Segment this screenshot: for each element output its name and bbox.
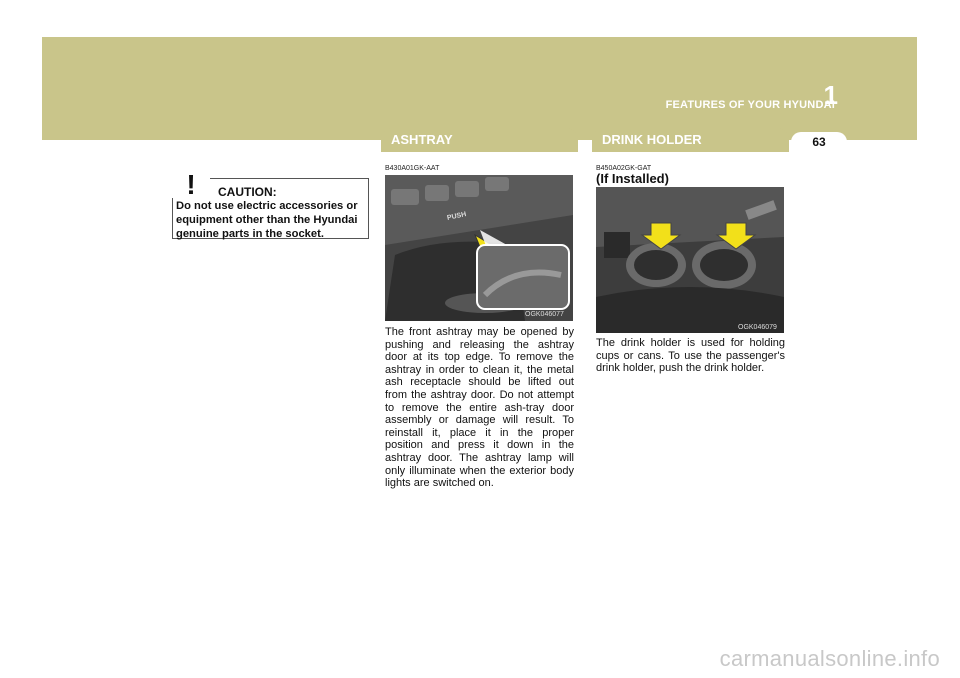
push-label: PUSH xyxy=(446,211,467,222)
section-label: FEATURES OF YOUR HYUNDAI xyxy=(665,99,835,111)
watermark: carmanualsonline.info xyxy=(719,646,940,671)
warning-icon xyxy=(172,168,210,198)
header-banner xyxy=(42,37,917,140)
drink-holder-subtitle: (If Installed) xyxy=(596,171,669,186)
tab-ashtray: ASHTRAY xyxy=(381,128,578,152)
ashtray-body-text: The front ashtray may be opened by pushing and releasing the ashtray door at its top edge. To remove the ashtray in order to clean it, the metal ash receptacle should be lifted out from the ashtray door. Do not attempt to remove the entire ash-tray door assembly or damage will result. To reinstall it, place it in the proper position and press it down in the ashtray door. The ashtray lamp will only illuminate when the exterior body lights are switched on. xyxy=(385,326,574,490)
tab-drink-holder: DRINK HOLDER xyxy=(592,128,789,152)
ashtray-code: B430A01GK-AAT xyxy=(385,165,440,172)
drink-holder-photo-code: OGK046079 xyxy=(738,324,777,331)
ashtray-photo xyxy=(385,175,573,321)
caution-body: Do not use electric accessories or equipment other than the Hyundai genuine parts in the socket. xyxy=(176,200,358,240)
ashtray-illustration xyxy=(385,175,573,321)
svg-text:!: ! xyxy=(186,169,196,198)
drink-holder-photo xyxy=(596,187,784,333)
caution-title: CAUTION: xyxy=(218,185,277,199)
drink-holder-code: B450A02GK-GAT xyxy=(596,165,652,172)
drink-holder-body-text: The drink holder is used for holding cups or cans. To use the passenger's drink holder, push the drink holder. xyxy=(596,337,785,375)
page-number: 63 xyxy=(812,135,826,149)
chapter-number: 1 xyxy=(823,80,838,110)
ashtray-photo-code: OGK046077 xyxy=(525,311,564,318)
drink-holder-illustration xyxy=(596,187,784,333)
